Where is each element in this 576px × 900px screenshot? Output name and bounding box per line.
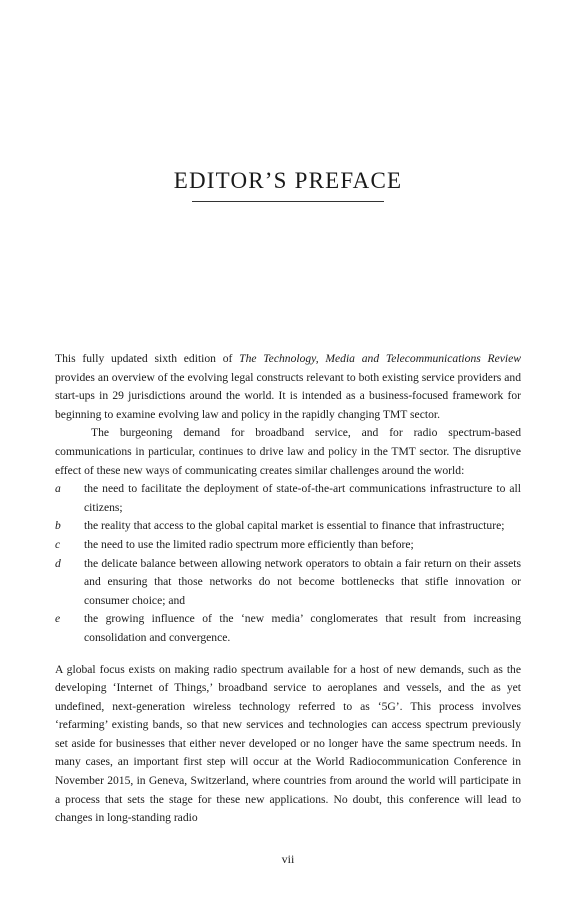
list-item: [55, 610, 521, 647]
book-title: The Technology, Media and Telecommunications Review: [239, 352, 521, 365]
intro-lead-text: This fully updated sixth edition of: [55, 352, 240, 365]
preface-body: [55, 350, 521, 828]
page-number: vii: [281, 852, 295, 866]
list-item: [55, 480, 521, 517]
list-marker: e: [55, 612, 61, 626]
title-rule: [192, 201, 384, 202]
list-item: [55, 517, 521, 536]
page-title: EDITOR’S PREFACE: [173, 168, 403, 193]
challenges-list: [55, 480, 521, 647]
list-marker: b: [55, 519, 61, 533]
intro-rest-text: provides an overview of the evolving legal constructs relevant to both existing service providers and start-ups in 29 jurisdictions around the world. It is intended as a business-focused framework for beginning to examine evolving law and policy in the rapidly changing TMT sector.: [55, 370, 521, 421]
list-marker: c: [55, 537, 61, 551]
intro-paragraph: [55, 350, 521, 424]
demand-paragraph: The burgeoning demand for broadband service, and for radio spectrum-based communications in particular, continues to drive law and policy in the TMT sector. The disruptive effect of these new ways of communicating creates similar challenges around the world:: [55, 426, 521, 477]
list-item-text: the reality that access to the global capital market is essential to finance that infrastructure;: [84, 519, 505, 533]
list-item-text: the need to facilitate the deployment of state-of-the-art communications infrastructure to all citizens;: [84, 482, 521, 514]
spectrum-paragraph: A global focus exists on making radio spectrum available for a host of new demands, such as the developing ‘Internet of Things,’ broadband service to aeroplanes and vessels, and the as yet undefined, next-generation wireless technology referred to as ‘5G’. This process involves ‘refarming’ existing bands, so that new services and technologies can access spectrum previously set aside for businesses that either never developed or no longer have the same spectrum needs. In many cases, an important first step will occur at the World Radiocommunication Conference in November 2015, in Geneva, Switzerland, where countries from around the world will participate in a process that sets the stage for these new applications. No doubt, this conference will lead to changes in long-standing radio: [55, 662, 521, 825]
list-item-text: the delicate balance between allowing network operators to obtain a fair return on their assets and ensuring that those networks do not become bottlenecks that stifle innovation or consumer choice; and: [84, 556, 521, 607]
list-item-text: the need to use the limited radio spectrum more efficiently than before;: [84, 537, 414, 551]
list-marker: d: [55, 556, 61, 570]
list-item: [55, 555, 521, 611]
list-item-text: the growing influence of the ‘new media’ conglomerates that result from increasing consolidation and convergence.: [84, 612, 521, 644]
list-item: [55, 536, 521, 555]
list-marker: a: [55, 482, 61, 496]
